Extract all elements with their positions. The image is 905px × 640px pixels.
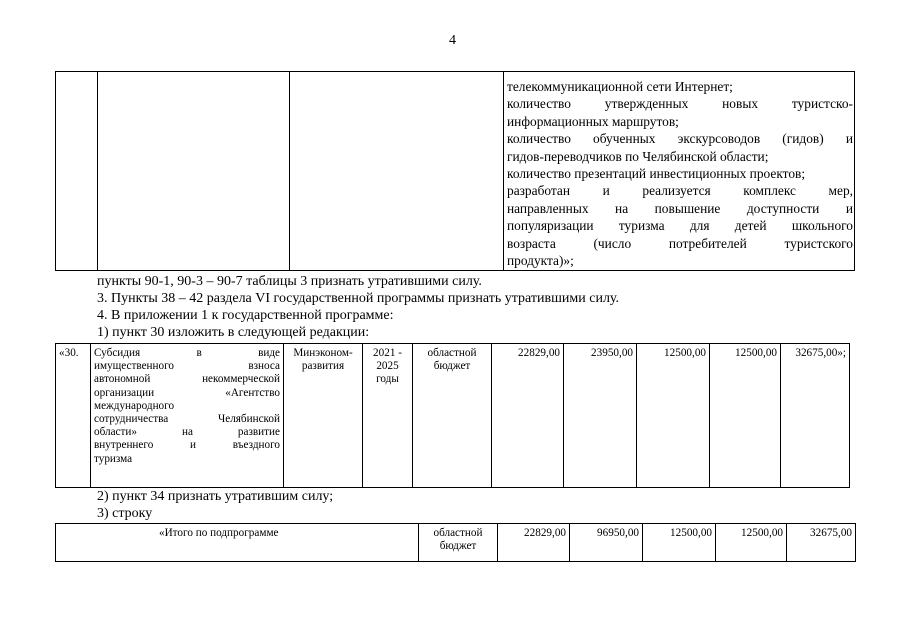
table-row — [56, 344, 850, 488]
cell-line: информационных маршрутов; — [507, 113, 679, 129]
cell-line: возраста (число потребителей туристского — [507, 235, 853, 251]
cell-line: популяризации туризма для детей школьного — [507, 218, 853, 234]
cell-line: областной — [427, 347, 477, 359]
cell-line: внутреннего и въездного — [94, 439, 280, 452]
table-column-divider — [503, 72, 504, 270]
cell-line: направленных на повышение доступности и — [507, 200, 853, 216]
amount-cell: 22829,00 — [498, 524, 570, 562]
cell-line: разработан и реализуется комплекс мер, — [507, 183, 853, 199]
amount-cell: 32675,00»; — [781, 344, 850, 488]
table-column-divider — [97, 72, 98, 270]
cell-line: туризма — [94, 452, 133, 465]
amount-cell: 23950,00 — [564, 344, 637, 488]
cell-line: бюджет — [439, 540, 477, 553]
cell-line: продукта)»; — [507, 253, 574, 269]
cell-line: имущественного взноса — [94, 360, 280, 373]
paragraph: 3. Пункты 38 – 42 раздела VI государственной программы признать утратившими силу. — [97, 291, 620, 306]
amount-cell: 12500,00 — [716, 524, 787, 562]
cell-line: областной — [433, 527, 483, 539]
itogo-table — [55, 523, 856, 562]
period — [363, 344, 413, 488]
table-column-divider — [289, 72, 290, 270]
funding-source — [413, 344, 492, 488]
amount-cell: 96950,00 — [570, 524, 643, 562]
cell-line: годы — [376, 373, 399, 386]
cell-line: области» на развитие — [94, 426, 280, 439]
row-30-table — [55, 343, 850, 488]
paragraph: пункты 90-1, 90-3 – 90-7 таблицы 3 признать утратившими силу. — [97, 274, 482, 289]
cell-line: 2021 - — [373, 347, 402, 359]
indicators-cell — [507, 78, 853, 269]
cell-line: сотрудничества Челябинской — [94, 413, 280, 426]
executor — [284, 344, 363, 488]
cell-line: количество утвержденных новых туристско- — [507, 96, 853, 112]
amount-cell: 12500,00 — [710, 344, 781, 488]
cell-line: гидов-переводчиков по Челябинской области; — [507, 148, 769, 164]
cell-line: развития — [301, 360, 345, 373]
itogo-label-text: «Итого по подпрограмме — [159, 527, 279, 539]
amount-cell: 12500,00 — [637, 344, 710, 488]
cell-line: автономной некоммерческой — [94, 373, 280, 386]
cell-line: количество презентаций инвестиционных проектов; — [507, 166, 806, 182]
measure-name — [91, 344, 284, 488]
cell-line: международного — [94, 399, 175, 412]
amount-cell: 12500,00 — [643, 524, 716, 562]
cell-line: Субсидия в виде — [94, 347, 280, 359]
amount-cell: 22829,00 — [492, 344, 564, 488]
cell-line: количество обученных экскурсоводов (гидов) и — [507, 131, 853, 147]
cell-line: бюджет — [433, 360, 471, 373]
paragraph: 1) пункт 30 изложить в следующей редакции: — [97, 325, 370, 340]
paragraph: 2) пункт 34 признать утратившим силу; — [97, 489, 334, 504]
table-row — [56, 524, 856, 562]
cell-line: 2025 — [376, 360, 399, 373]
continuation-table — [55, 71, 855, 271]
paragraph: 4. В приложении 1 к государственной программе: — [97, 308, 394, 323]
funding-source — [419, 524, 498, 562]
page-number: 4 — [449, 33, 456, 48]
itogo-label — [56, 524, 419, 562]
cell-line: Минэконом- — [293, 347, 353, 359]
row-number: «30. — [56, 344, 91, 488]
amount-cell: 32675,00 — [787, 524, 856, 562]
paragraph: 3) строку — [97, 506, 153, 521]
cell-line: телекоммуникационной сети Интернет; — [507, 79, 733, 94]
cell-line: организации «Агентство — [94, 386, 280, 399]
